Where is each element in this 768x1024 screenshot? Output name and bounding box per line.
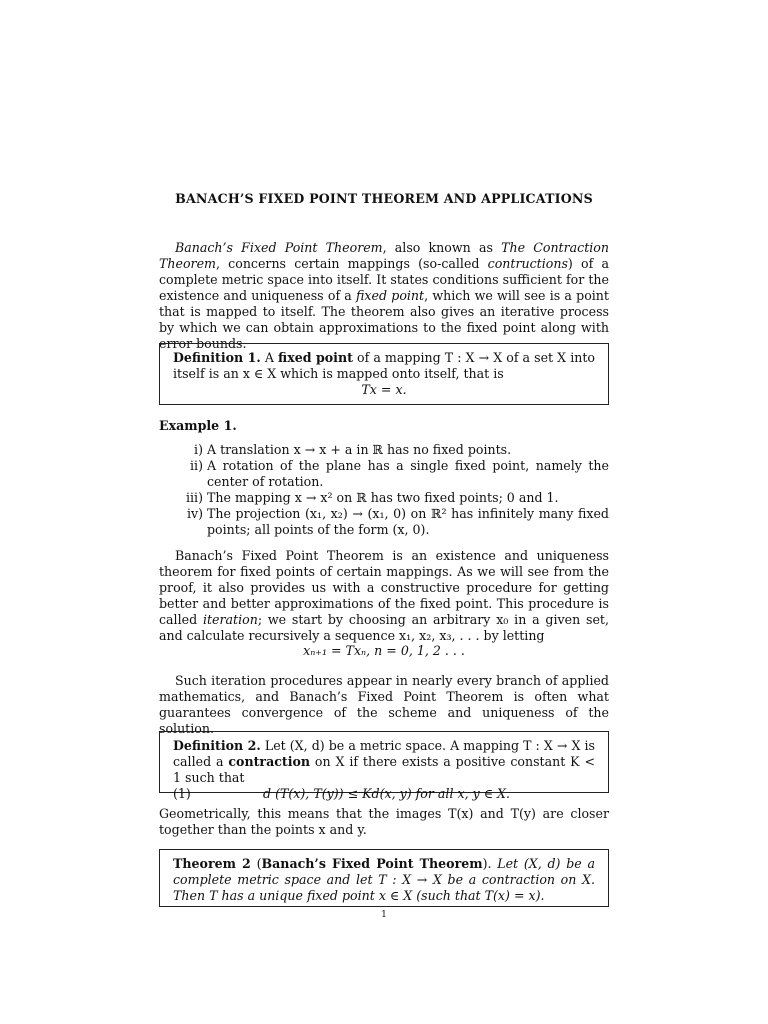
theorem-name: Banach’s Fixed Point Theorem [261, 856, 483, 871]
intro-text: , also known as [382, 240, 502, 255]
definition-label: Definition 1. [173, 350, 261, 365]
list-item [159, 506, 609, 538]
definition-2-equation-row [173, 786, 595, 802]
example-1-heading: Example 1. [159, 418, 237, 433]
intro-text: The Contraction Theorem [159, 240, 609, 271]
list-item [159, 442, 609, 458]
list-item-number: iv) [186, 506, 203, 521]
definition-label: Definition 2. [173, 738, 261, 753]
paper-title: BANACH’S FIXED POINT THEOREM AND APPLICATIONS [175, 191, 593, 206]
list-item-text: A translation x → x + a in ℝ has no fixed points. [207, 442, 512, 457]
contraction-inequality: d (T(x), T(y)) ≤ Kd(x, y) for all x, y ∈ X. [263, 786, 511, 801]
definition-1-text [173, 350, 595, 382]
paragraph-term: iteration [202, 612, 258, 627]
paragraph-geometric: Geometrically, this means that the images T(x) and T(y) are closer together than the points x and y. [159, 806, 609, 837]
theorem-statement: Let (X, d) be a complete metric space and let T : X → X be a contraction on X. Then T has a unique fixed point x ∈ X (such that T(x) = x). [173, 856, 595, 903]
example-list [159, 442, 609, 538]
intro-text: fixed point [356, 288, 425, 303]
definition-text: Let (X, d) be a metric space. A mapping T : X → X is called a [173, 738, 595, 769]
list-item-text: The mapping x → x² on ℝ has two fixed points; 0 and 1. [207, 490, 559, 505]
paragraph-text: Banach’s Fixed Point Theorem is an existence and uniqueness theorem for fixed points of certain mappings. As we will see from the proof, it also provides us with a constructive procedure for getting better and better approximations of the fixed point. This procedure is called [159, 548, 609, 627]
theorem-text: ). [482, 856, 492, 871]
intro-text: Banach’s Fixed Point Theorem [175, 240, 383, 255]
theorem-label: Theorem 2 [173, 856, 251, 871]
definition-term: fixed point [278, 350, 353, 365]
intro-text: , concerns certain mappings (so-called [215, 256, 488, 271]
paragraph-text: ; we start by choosing an arbitrary x₀ in a given set, and calculate recursively a sequence x₁, x₂, x₃, . . . by letting [159, 612, 609, 643]
list-item-text: The projection (x₁, x₂) → (x₁, 0) on ℝ² has infinitely many fixed points; all points of the form (x, 0). [207, 506, 609, 537]
definition-term: contraction [228, 754, 311, 769]
list-item [159, 490, 609, 506]
equation-number: (1) [173, 786, 191, 801]
theorem-text: ( [250, 856, 262, 871]
definition-1-box [159, 343, 609, 405]
intro-text: contructions [487, 256, 568, 271]
definition-2-box [159, 731, 609, 801]
list-item [159, 458, 609, 490]
definition-text: of a mapping T : X → X of a set X into itself is an x ∈ X which is mapped onto itself, that is [173, 350, 595, 381]
definition-text: A [260, 350, 279, 365]
iteration-equation: xₙ₊₁ = Txₙ, n = 0, 1, 2 . . . [303, 643, 465, 658]
paragraph-iteration [159, 548, 609, 644]
intro-text: , which we will see is a point that is mapped to itself. The theorem also gives an iterative process by which we can obtain approximations to the fixed point along with error bounds. [159, 288, 609, 351]
intro-text: ) of a complete metric space into itself. It states conditions sufficient for the existence and uniqueness of a [159, 256, 609, 303]
page-number: 1 [381, 910, 387, 920]
list-item-number: iii) [186, 490, 203, 505]
list-item-number: ii) [190, 458, 203, 473]
list-item-number: i) [194, 442, 203, 457]
definition-1-equation: Tx = x. [361, 382, 407, 397]
theorem-2-box [159, 849, 609, 907]
definition-2-text [173, 738, 595, 786]
list-item-text: A rotation of the plane has a single fixed point, namely the center of rotation. [207, 458, 609, 489]
paragraph-applications: Such iteration procedures appear in nearly every branch of applied mathematics, and Banach’s Fixed Point Theorem is often what guarantees convergence of the scheme and uniqueness of the solution. [159, 673, 609, 736]
intro-paragraph [159, 240, 609, 352]
definition-text: on X if there exists a positive constant K < 1 such that [173, 754, 595, 785]
